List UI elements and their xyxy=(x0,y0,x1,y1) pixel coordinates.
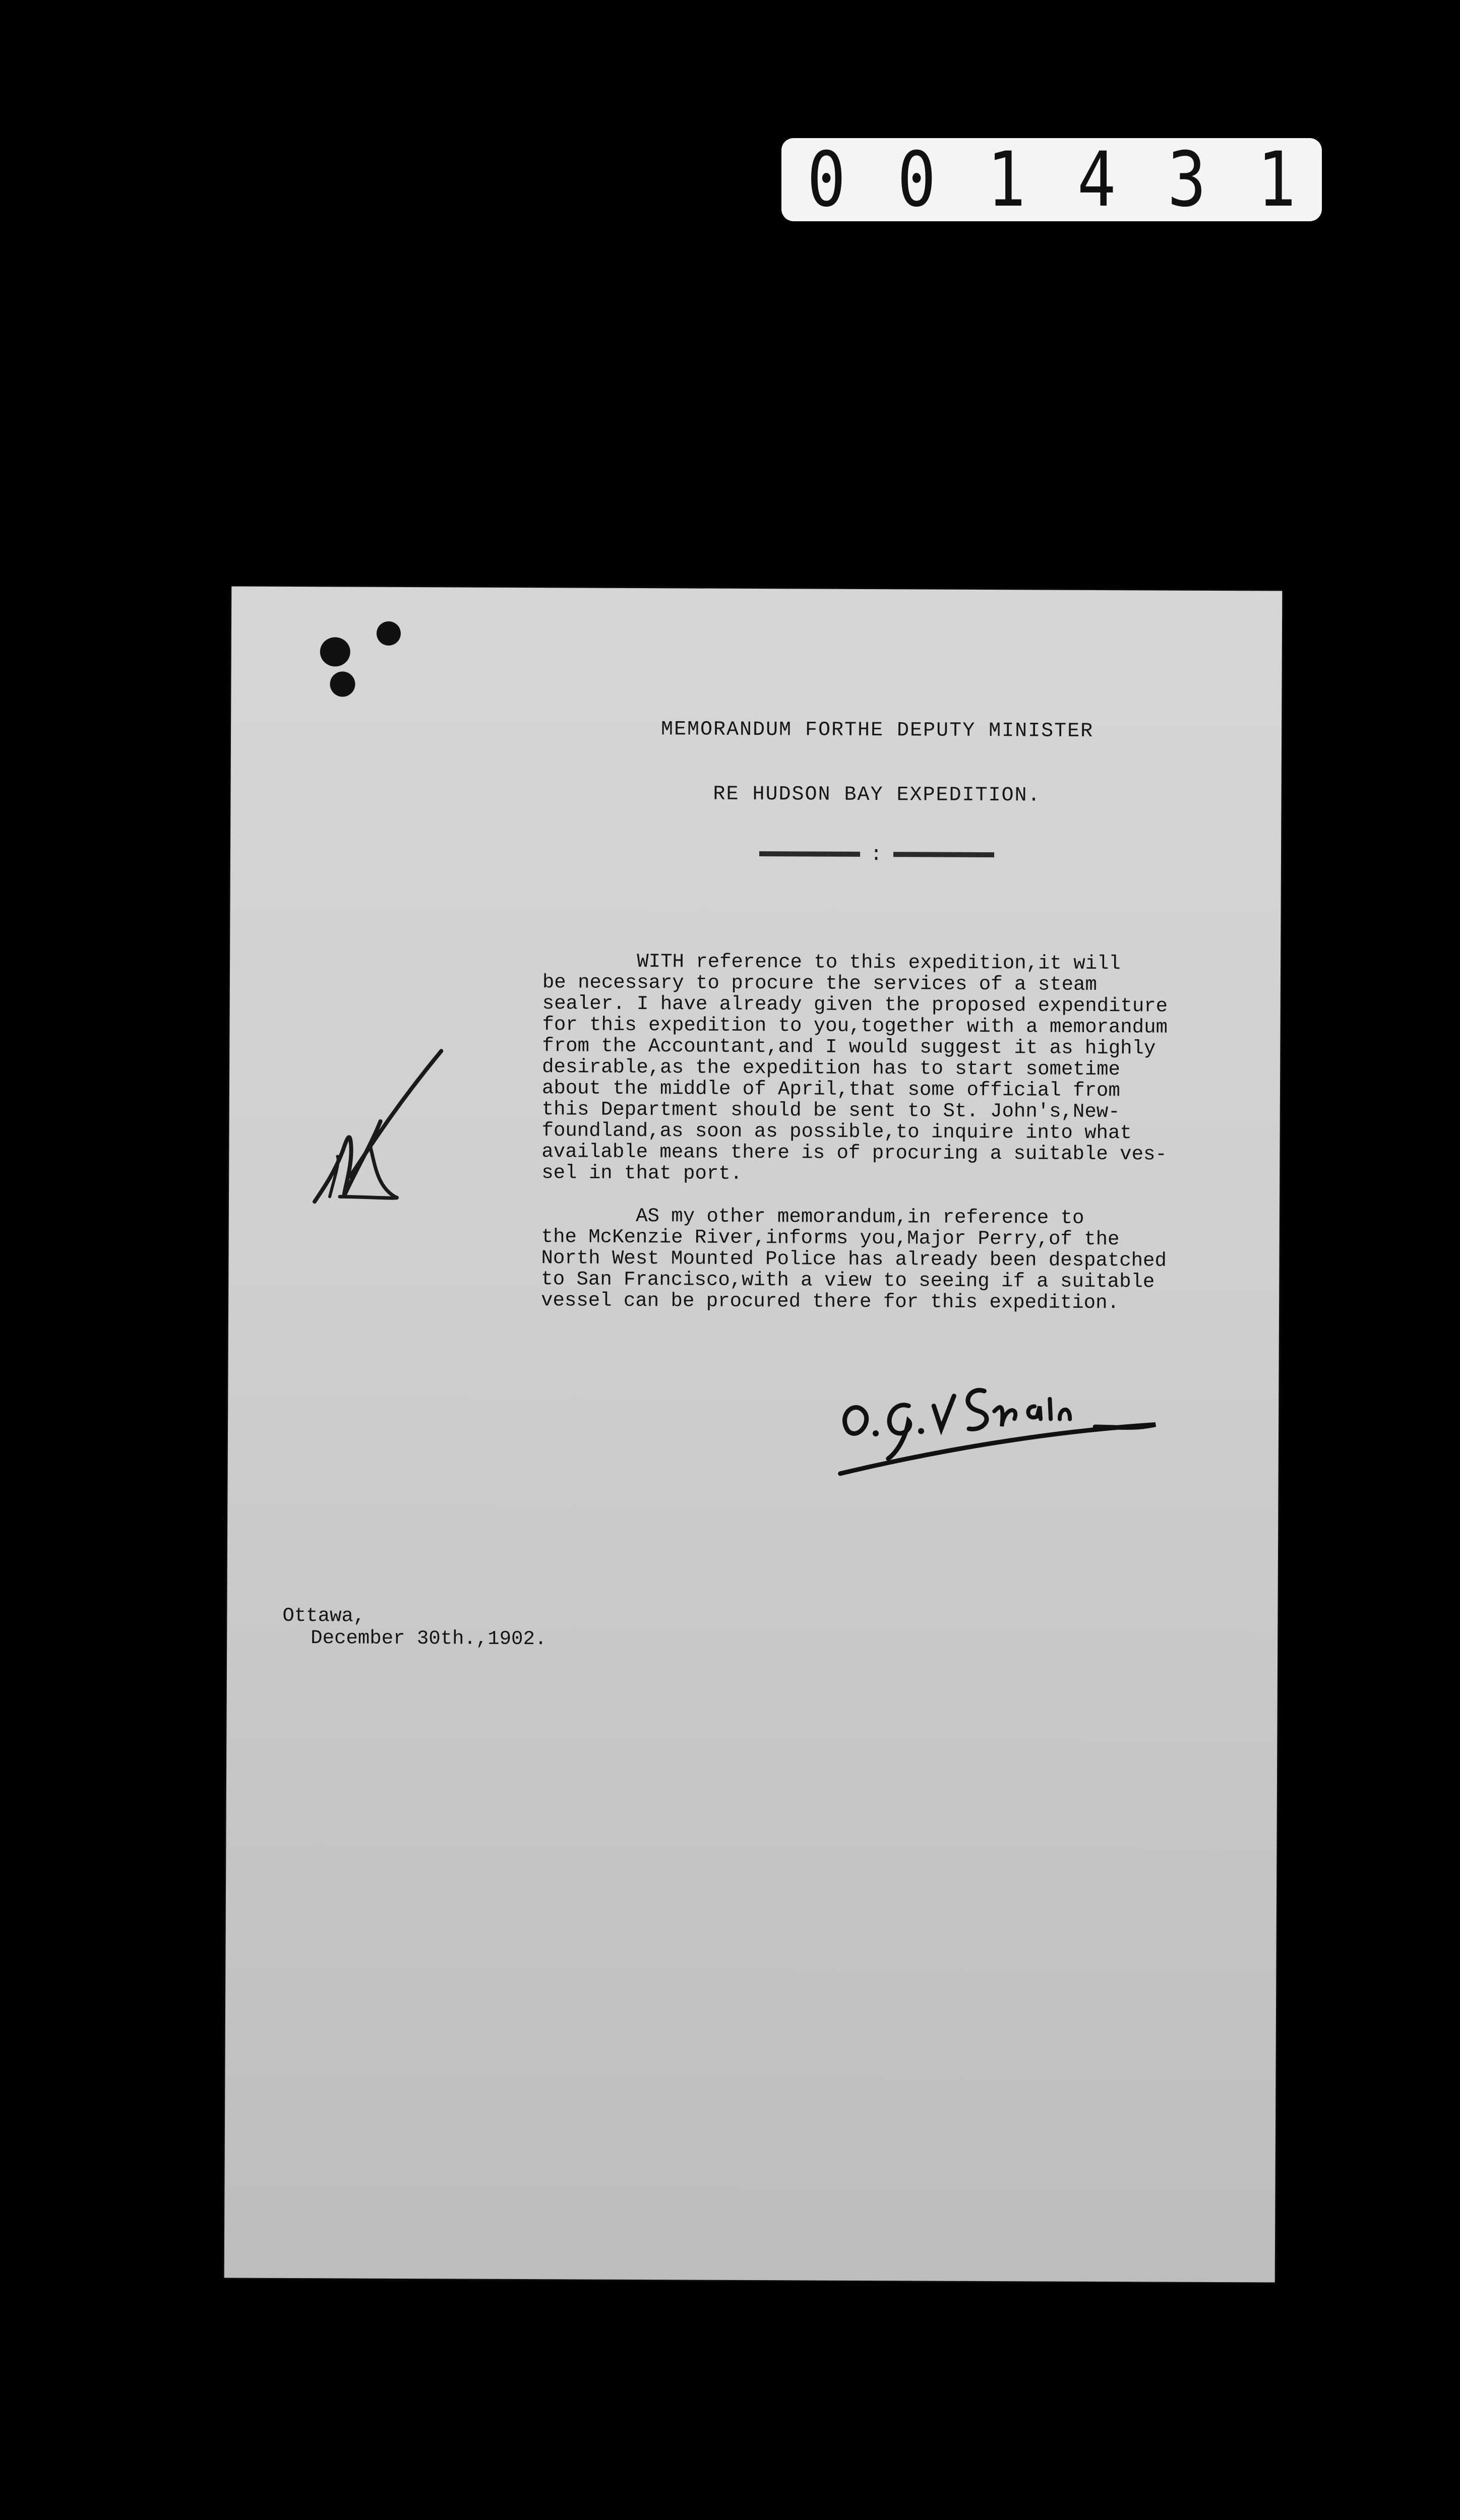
separator-rule xyxy=(759,851,860,857)
separator-rule xyxy=(893,852,994,858)
memo-sheet xyxy=(224,586,1283,2282)
punch-hole xyxy=(377,621,401,646)
memo-paragraph-2: AS my other memorandum,in reference to the McKenzie River,informs you,Major Perry,of the North West Mounted Police has already been despatched to San Francisco,with a view to seeing if a suitable vessel can be procured there for this expedition. xyxy=(541,1205,1167,1314)
frame-digit: 3 xyxy=(1167,138,1206,221)
initials-signature xyxy=(294,1045,446,1212)
punch-hole xyxy=(320,637,350,666)
frame-digit: 1 xyxy=(987,138,1026,221)
frame-digit: 0 xyxy=(807,138,846,221)
frame-number-tag xyxy=(781,138,1322,221)
memo-paragraph-1: WITH reference to this expedition,it will be necessary to procure the services of a steam sealer. I have already given the proposed expenditure for this expedition to you,together with a memorandum from the Accountant,and I would suggest it as highly desirable,as the expedition has to start sometime about the middle of April,that some official from this Department should be sent to St. John's,New- foundland,as soon as possible,to inquire into what available means there is of procuring a suitable ves- sel in that port. xyxy=(541,950,1168,1185)
memo-title: MEMORANDUM FORTHE DEPUTY MINISTER xyxy=(660,718,1094,743)
memo-subtitle: RE HUDSON BAY EXPEDITION. xyxy=(713,783,1041,807)
date-block xyxy=(282,1605,546,1650)
separator-colon: : xyxy=(870,844,884,867)
date-line: December 30th.,1902. xyxy=(311,1627,547,1651)
punch-hole xyxy=(330,671,355,697)
signature xyxy=(833,1375,1166,1478)
frame-digit: 4 xyxy=(1077,138,1116,221)
title-separator xyxy=(230,841,1281,868)
frame-digit: 1 xyxy=(1257,138,1296,221)
frame-digit: 0 xyxy=(897,138,936,221)
place-line: Ottawa, xyxy=(282,1604,366,1627)
